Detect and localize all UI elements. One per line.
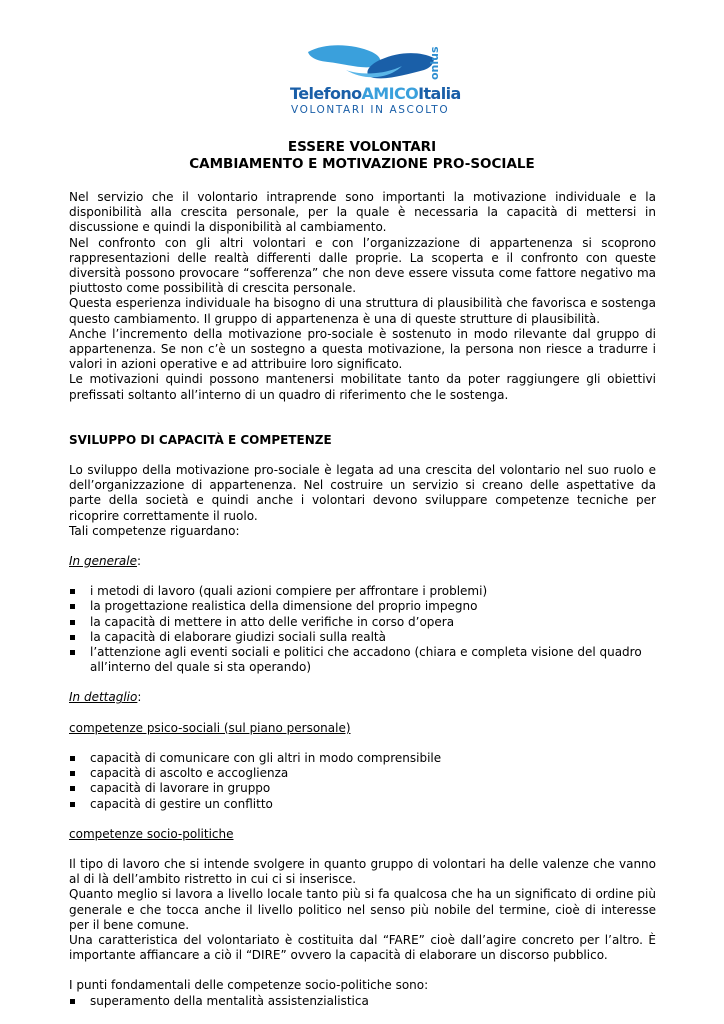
list-item: la capacità di mettere in atto delle verifiche in corso d’opera	[69, 615, 656, 630]
paragraph: Nel servizio che il volontario intraprende sono importanti la motivazione individuale e la disponibilità alla crescita personale, per la quale è necessaria la capacità di mettersi in discussione e quindi la disponibilità al cambiamento.	[69, 190, 656, 235]
paragraph: Le motivazioni quindi possono mantenersi mobilitate tanto da poter raggiungere gli obiettivi prefissati soltanto all’interno di un quadro di riferimento che le sostenga.	[69, 372, 656, 402]
psico-list	[69, 751, 656, 812]
logo-onlus-text: onlus	[428, 46, 441, 80]
page-subtitle: CAMBIAMENTO E MOTIVAZIONE PRO-SOCIALE	[189, 156, 535, 172]
paragraph: Anche l’incremento della motivazione pro-sociale è sostenuto in modo rilevante dal gruppo di appartenenza. Se non c’è un sostegno a questa motivazione, la persona non riesce a tradurre i valori in azioni operative e ad attribuire loro significato.	[69, 326, 656, 372]
hands-logo-icon	[306, 40, 436, 84]
page-title: ESSERE VOLONTARI	[287, 139, 437, 155]
paragraph: Il tipo di lavoro che si intende svolgere in quanto gruppo di volontari ha delle valenze che vanno al di là dell’ambito ristretto in cui ci si inserisce.	[69, 856, 656, 887]
list-item: capacità di comunicare con gli altri in modo comprensibile	[69, 751, 656, 766]
telefono-amico-logo	[290, 40, 470, 120]
paragraph: Lo sviluppo della motivazione pro-sociale è legata ad una crescita del volontario nel suo ruolo e dell’organizzazione di appartenenza. Nel costruire un servizio si creano delle aspettative da parte della società e quindi anche i volontari devono sviluppare competenze tecniche per ricoprire correttamente il ruolo.	[69, 463, 656, 523]
document-body	[69, 190, 656, 1009]
general-label: In generale:	[69, 554, 141, 569]
list-item: la capacità di elaborare giudizi sociali sulla realtà	[69, 630, 656, 645]
psico-label: competenze psico-sociali (sul piano personale)	[69, 720, 351, 735]
paragraph: Nel confronto con gli altri volontari e con l’organizzazione di appartenenza si scoprono rappresentazioni delle realtà differenti dalle proprie. La scoperta e il confronto con queste diversità possono provocare “sofferenza” che non deve essere vissuta come fattore negativo ma piuttosto come possibilità di crescita personale.	[69, 235, 656, 296]
general-list	[69, 584, 656, 675]
logo-tagline: VOLONTARI IN ASCOLTO	[291, 104, 450, 116]
logo-name: TelefonoAMICOItalia	[290, 84, 461, 103]
paragraph: Quanto meglio si lavora a livello locale tanto più si fa qualcosa che ha un significato di ordine più generale e che tocca anche il livello politico nel senso più nobile del termine, cioè di interesse per il bene comune.	[69, 887, 656, 932]
points-intro: I punti fondamentali delle competenze socio-politiche sono:	[69, 978, 429, 993]
paragraph: Una caratteristica del volontariato è costituita dal “FARE” cioè dall’agire concreto per l’altro. È importante affiancare a ciò il “DIRE” ovvero la capacità di elaborare un discorso pubblico.	[69, 932, 656, 963]
list-item: i metodi di lavoro (quali azioni compiere per affrontare i problemi)	[69, 584, 656, 599]
list-item: la progettazione realistica della dimensione del proprio impegno	[69, 599, 656, 614]
list-item: l’attenzione agli eventi sociali e politici che accadono (chiara e completa visione del quadro all’interno del quale si sta operando)	[69, 645, 656, 675]
socio-label: competenze socio-politiche	[69, 826, 234, 841]
section-heading: SVILUPPO DI CAPACITÀ E COMPETENZE	[69, 432, 332, 447]
list-item: superamento della mentalità assistenzialistica	[69, 994, 656, 1009]
list-item: capacità di gestire un conflitto	[69, 797, 656, 812]
points-list	[69, 994, 656, 1009]
paragraph: Questa esperienza individuale ha bisogno di una struttura di plausibilità che favorisca e sostenga questo cambiamento. Il gruppo di appartenenza è una di queste strutture di plausibilità.	[69, 296, 656, 326]
list-item: capacità di lavorare in gruppo	[69, 781, 656, 796]
list-item: capacità di ascolto e accoglienza	[69, 766, 656, 781]
detail-label: In dettaglio:	[69, 690, 142, 705]
paragraph: Tali competenze riguardano:	[69, 523, 240, 538]
